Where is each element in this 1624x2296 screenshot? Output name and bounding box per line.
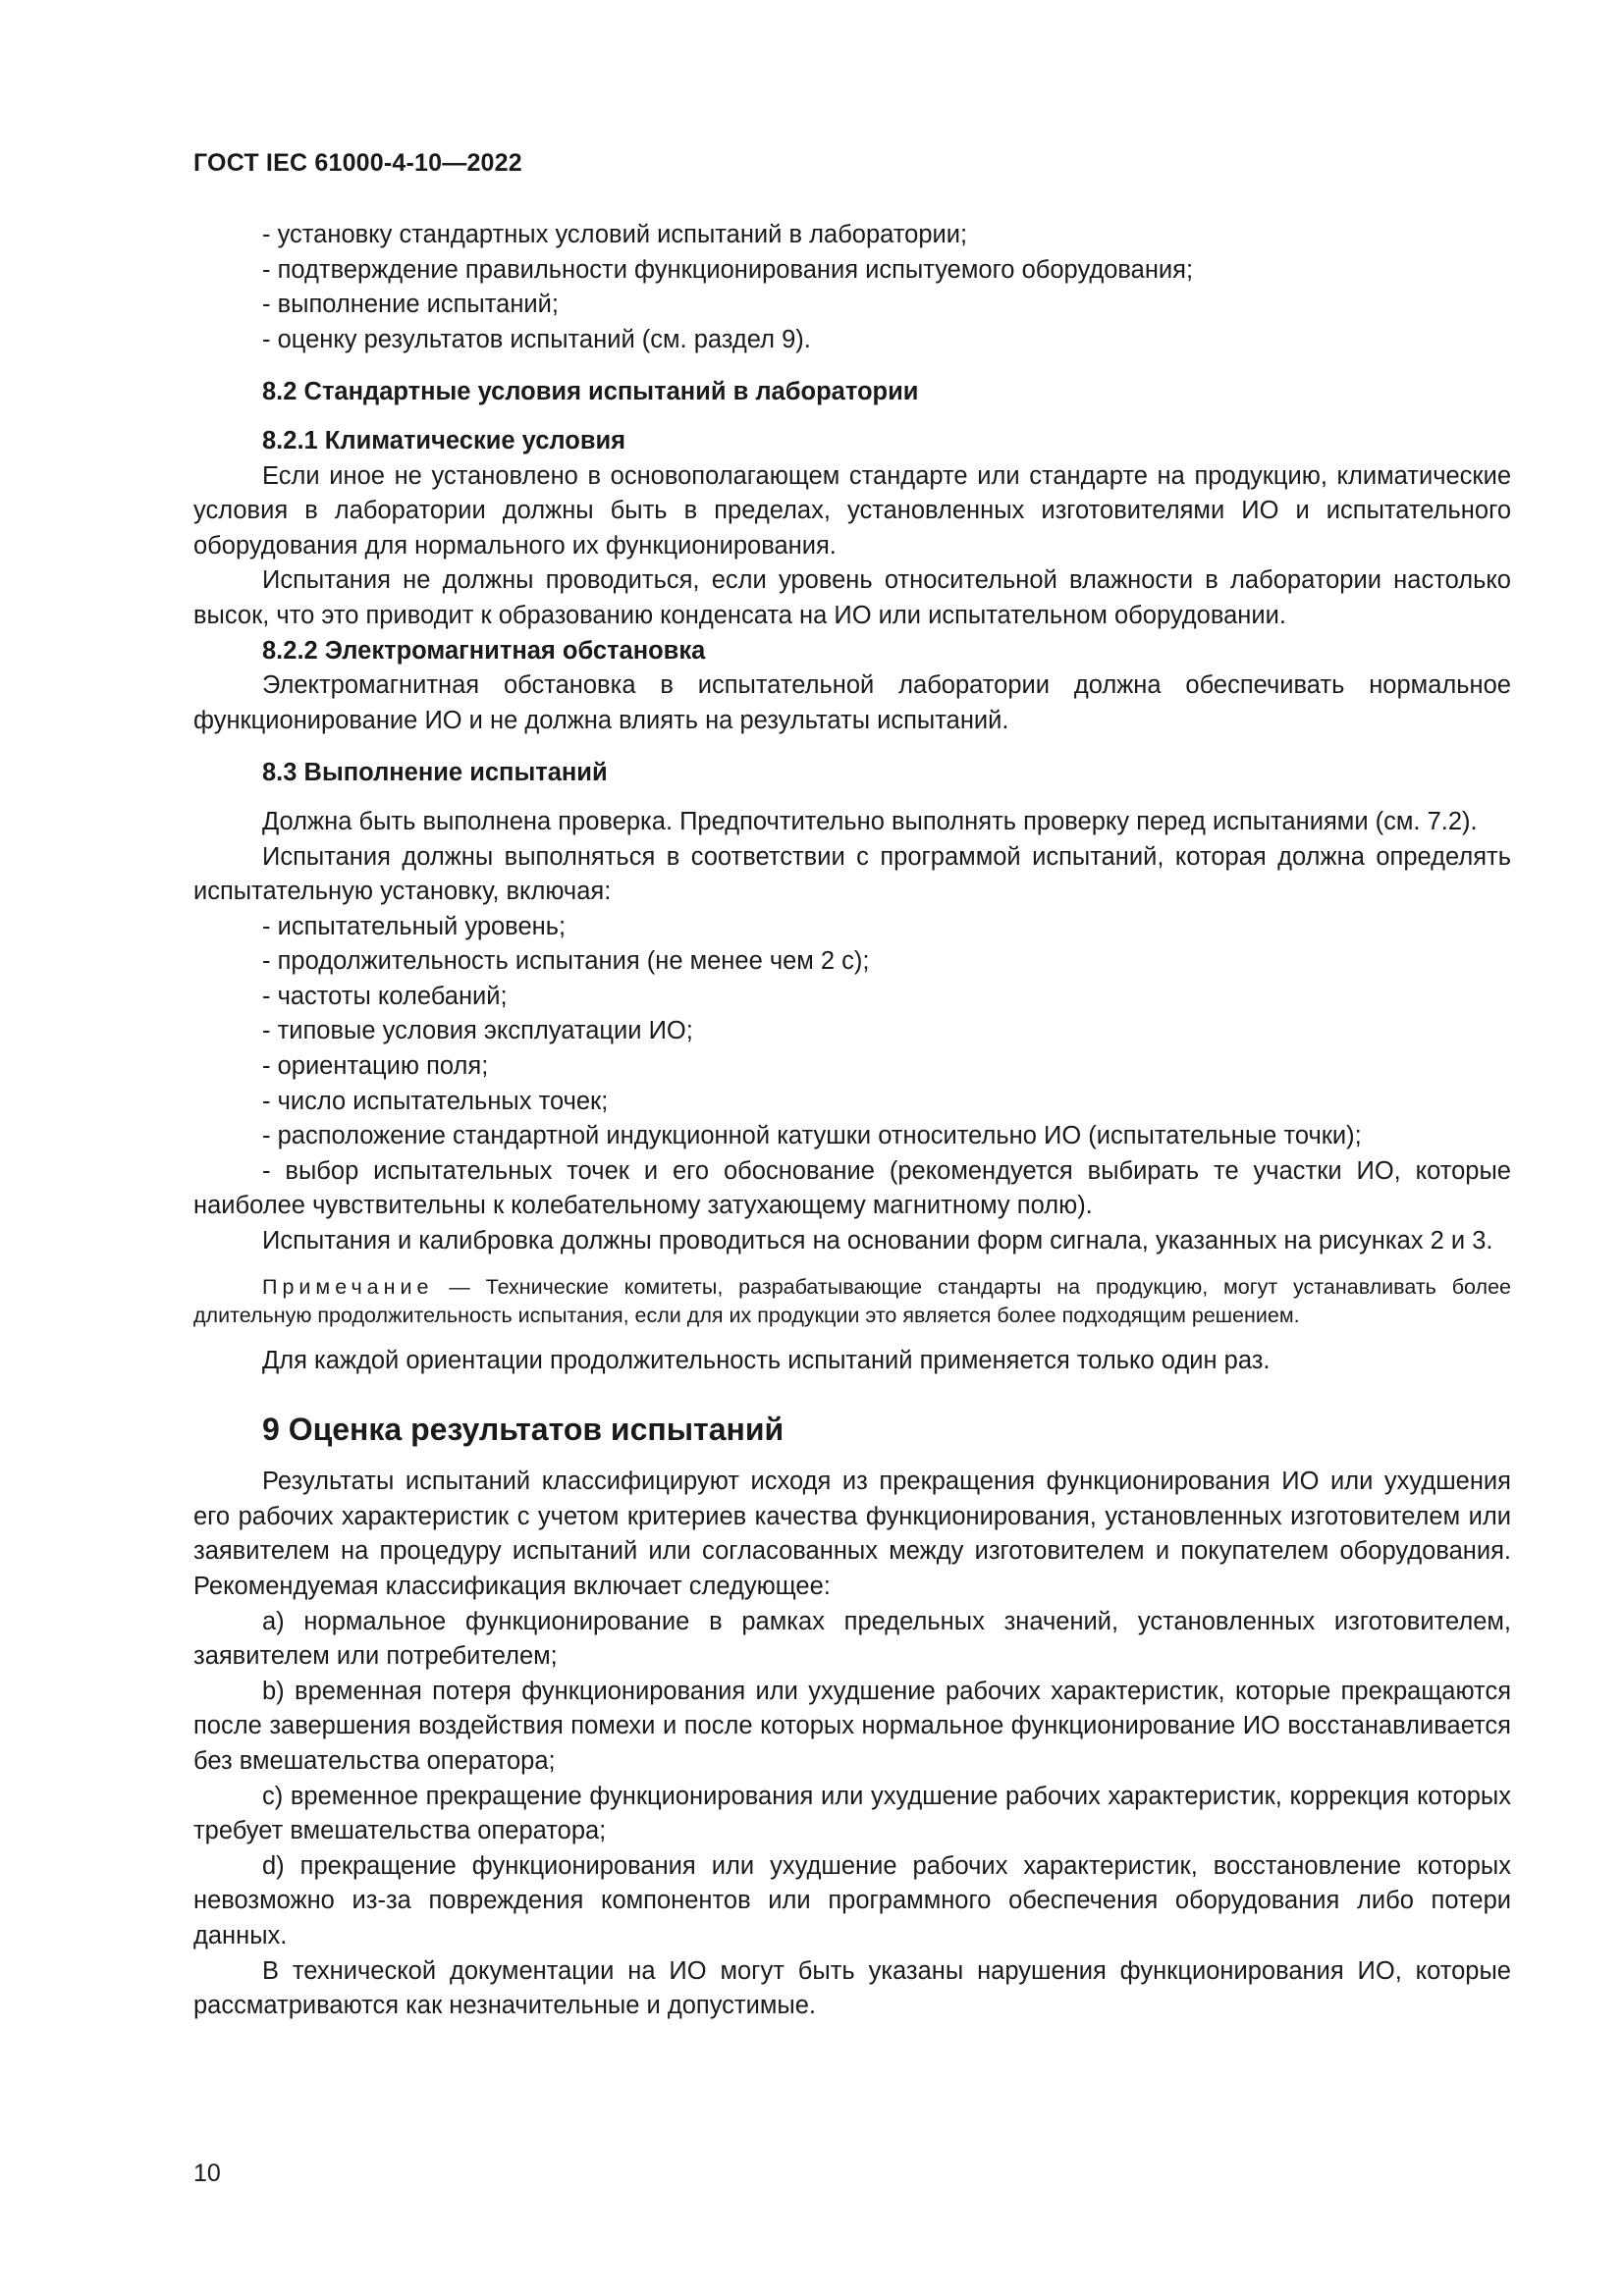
spacer (193, 1330, 1511, 1344)
spacer (193, 738, 1511, 756)
test-program-list-item: - расположение стандартной индукционной катушки относительно ИО (испытательные точки); (262, 1122, 1362, 1150)
section-8-3-paragraph: Испытания и калибровка должны проводиться на основании форм сигнала, указанных на рисунках 2 и 3. (262, 1227, 1493, 1255)
spacer (193, 1378, 1511, 1408)
section-8-2-2-heading: 8.2.2 Электромагнитная обстановка (262, 636, 706, 665)
section-8-2-1-heading: 8.2.1 Климатические условия (262, 426, 626, 454)
section-8-3-heading: 8.3 Выполнение испытаний (262, 759, 608, 787)
test-program-list-item: - число испытательных точек; (262, 1087, 609, 1115)
test-program-list-item: - частоты колебаний; (262, 982, 508, 1010)
note-paragraph (193, 1273, 1511, 1330)
section-8-2-1-paragraph: Испытания не должны проводиться, если уровень относительной влажности в лаборатории настолько высок, что это приводит к образованию конденсата на ИО или испытательном оборудовании. (193, 566, 1511, 629)
section-9-paragraph: Результаты испытаний классифицируют исходя из прекращения функционирования ИО или ухудшения его рабочих характеристик с учетом критериев качества функционирования, установленных изготовителем или заявителем на процедуру испытаний или согласованных между изготовителем и покупателем оборудования. Рекомендуемая классификация включает следующее: (193, 1468, 1511, 1600)
intro-list-item: - установку стандартных условий испытаний в лаборатории; (262, 221, 968, 248)
intro-list-item: - подтверждение правильности функционирования испытуемого оборудования; (262, 255, 1194, 284)
spacer (193, 410, 1511, 424)
spacer (193, 357, 1511, 375)
classification-item-d: d) прекращение функционирования или ухудшение рабочих характеристик, восстановление которых невозможно из-за повреждения компонентов или программного обеспечения оборудования либо потери данных. (193, 1851, 1511, 1949)
spacer (193, 791, 1511, 805)
test-program-list-item: - типовые условия эксплуатации ИО; (262, 1017, 693, 1045)
page-number: 10 (193, 2160, 221, 2187)
intro-list-item: - оценку результатов испытаний (см. раздел 9). (262, 325, 811, 353)
spacer (193, 1451, 1511, 1465)
test-program-list-item: - испытательный уровень; (262, 912, 567, 940)
section-9-paragraph: В технической документации на ИО могут быть указаны нарушения функционирования ИО, которые рассматриваются как незначительные и допустимые. (193, 1956, 1511, 2020)
note-label: Примечание (262, 1274, 434, 1299)
section-8-3-paragraph: Для каждой ориентации продолжительность испытаний применяется только один раз. (262, 1346, 1271, 1374)
classification-item-c: c) временное прекращение функционирования или ухудшение рабочих характеристик, коррекция которых требует вмешательства оператора; (193, 1782, 1511, 1845)
note-text: — Технические комитеты, разрабатывающие стандарты на продукцию, могут устанавливать более длительную продолжительность испытания, если для их продукции это является более подходящим решением. (193, 1274, 1511, 1327)
document-body (193, 218, 1511, 2024)
intro-list-item: - выполнение испытаний; (262, 291, 559, 319)
spacer (193, 1259, 1511, 1273)
section-8-3-paragraph: Должна быть выполнена проверка. Предпочтительно выполнять проверку перед испытаниями (см. 7.2). (262, 807, 1478, 835)
test-program-list-item: - ориентацию поля; (262, 1052, 489, 1081)
section-8-2-heading: 8.2 Стандартные условия испытаний в лаборатории (262, 378, 919, 406)
section-8-3-paragraph: Испытания должны выполняться в соответствии с программой испытаний, которая должна определять испытательную установку, включая: (193, 842, 1511, 906)
test-program-list-item: - выбор испытательных точек и его обоснование (рекомендуется выбирать те участки ИО, которые наиболее чувствительны к колебательному затухающему магнитному полю). (193, 1156, 1511, 1220)
section-8-2-1-paragraph: Если иное не установлено в основополагающем стандарте или стандарте на продукцию, климатические условия в лаборатории должны быть в пределах, установленных изготовителями ИО и испытательного оборудования для нормального их функционирования. (193, 461, 1511, 560)
classification-item-a: a) нормальное функционирование в рамках предельных значений, установленных изготовителем, заявителем или потребителем; (193, 1607, 1511, 1671)
classification-item-b: b) временная потеря функционирования или ухудшение рабочих характеристик, которые прекращаются после завершения воздействия помехи и после которых нормальное функционирование ИО восстанавливается без вмешательства оператора; (193, 1677, 1511, 1775)
section-9-heading: 9 Оценка результатов испытаний (262, 1412, 785, 1448)
test-program-list-item: - продолжительность испытания (не менее чем 2 с); (262, 947, 870, 976)
section-8-2-2-paragraph: Электромагнитная обстановка в испытательной лаборатории должна обеспечивать нормальное функционирование ИО и не должна влиять на результаты испытаний. (193, 671, 1511, 734)
document-header: ГОСТ IEC 61000-4-10—2022 (193, 149, 522, 177)
